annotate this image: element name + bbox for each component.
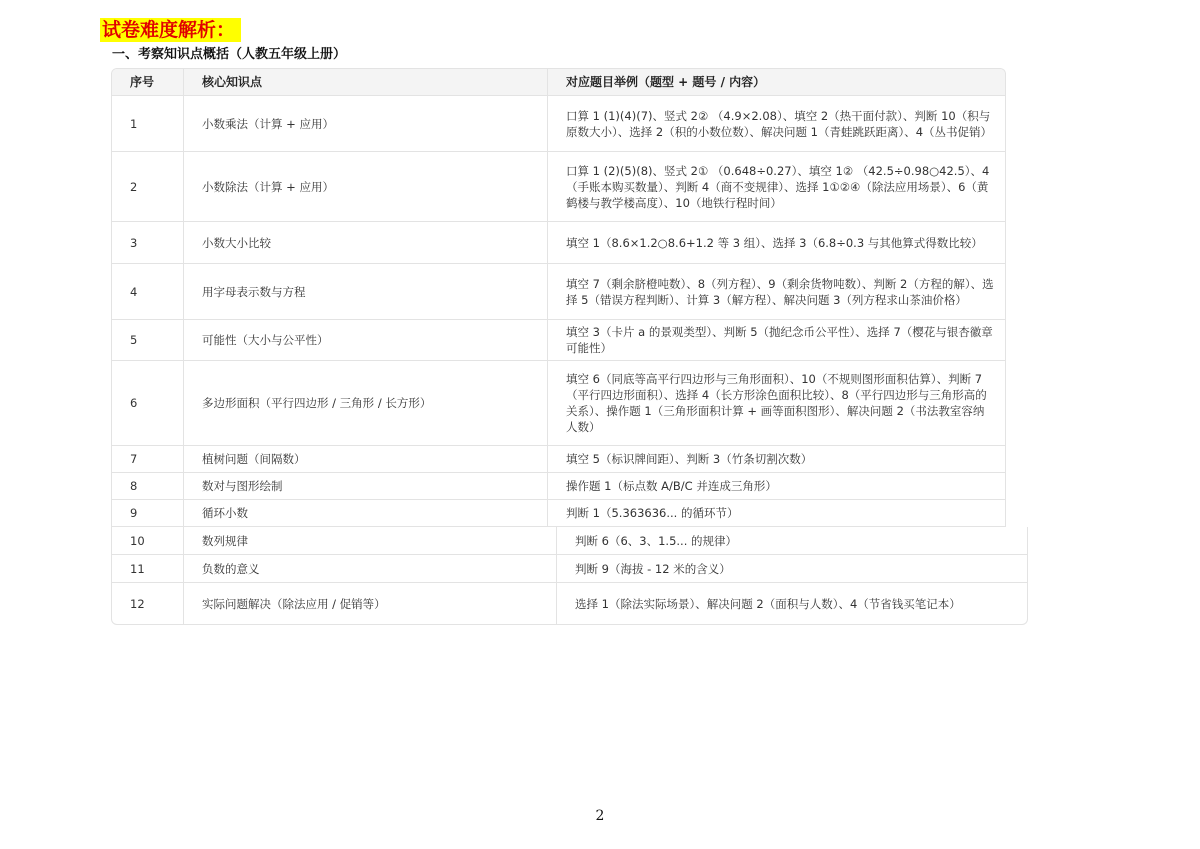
row-knowledge-point: 实际问题解决（除法应用 / 促销等） bbox=[184, 583, 557, 624]
row-index: 1 bbox=[112, 96, 184, 152]
row-index: 11 bbox=[112, 555, 184, 583]
table-row bbox=[112, 500, 1005, 527]
table-row bbox=[112, 555, 1027, 583]
row-example-questions: 判断 6（6、3、1.5... 的规律） bbox=[557, 527, 1027, 555]
row-knowledge-point: 用字母表示数与方程 bbox=[184, 264, 548, 320]
table-row bbox=[112, 320, 1005, 361]
row-index: 3 bbox=[112, 222, 184, 264]
table-row bbox=[112, 583, 1027, 624]
row-knowledge-point: 可能性（大小与公平性） bbox=[184, 320, 548, 361]
document-title: 试卷难度解析： bbox=[100, 18, 241, 42]
row-index: 8 bbox=[112, 473, 184, 500]
header-index: 序号 bbox=[112, 69, 184, 96]
row-example-questions: 操作题 1（标点数 A/B/C 并连成三角形） bbox=[548, 473, 1005, 500]
table-row bbox=[112, 473, 1005, 500]
row-index: 2 bbox=[112, 152, 184, 222]
table-row bbox=[112, 152, 1005, 222]
row-example-questions: 填空 1（8.6×1.2○8.6+1.2 等 3 组）、选择 3（6.8÷0.3 与其他算式得数比较） bbox=[548, 222, 1005, 264]
row-index: 12 bbox=[112, 583, 184, 624]
section-title: 一、考察知识点概括（人教五年级上册） bbox=[112, 47, 347, 62]
row-index: 6 bbox=[112, 361, 184, 446]
knowledge-table-bottom bbox=[111, 527, 1028, 625]
row-example-questions: 填空 6（同底等高平行四边形与三角形面积）、10（不规则图形面积估算）、判断 7（平行四边形面积）、选择 4（长方形涂色面积比较）、8（平行四边形与三角形高的关系）、操作题 1（三角形面积计算 + 画等面积图形）、解决问题 2（书法教室容纳人数） bbox=[548, 361, 1005, 446]
row-knowledge-point: 植树问题（间隔数） bbox=[184, 446, 548, 473]
row-example-questions: 选择 1（除法实际场景）、解决问题 2（面积与人数）、4（节省钱买笔记本） bbox=[575, 596, 961, 611]
row-knowledge-point: 数对与图形绘制 bbox=[184, 473, 548, 500]
row-knowledge-point: 循环小数 bbox=[184, 500, 548, 527]
header-example-questions: 对应题目举例（题型 + 题号 / 内容） bbox=[548, 69, 1005, 96]
row-example-questions: 填空 3（卡片 a 的景观类型）、判断 5（抛纪念币公平性）、选择 7（樱花与银杏徽章可能性） bbox=[548, 320, 1005, 361]
row-example-questions: 口算 1 (1)(4)(7)、竖式 2② （4.9×2.08）、填空 2（热干面付款）、判断 10（积与原数大小）、选择 2（积的小数位数）、解决问题 1（青蛙跳跃距离）、4（丛书促销） bbox=[548, 96, 1005, 152]
row-example-questions: 判断 1（5.363636... 的循环节） bbox=[548, 500, 1005, 527]
row-example-questions: 填空 5（标识牌间距）、判断 3（竹条切割次数） bbox=[548, 446, 1005, 473]
table-header-row bbox=[112, 69, 1005, 96]
row-knowledge-point: 负数的意义 bbox=[184, 555, 557, 583]
row-index: 10 bbox=[112, 527, 184, 555]
row-index: 5 bbox=[112, 320, 184, 361]
row-knowledge-point: 小数大小比较 bbox=[184, 222, 548, 264]
table-row bbox=[112, 96, 1005, 152]
page-number: 2 bbox=[595, 808, 605, 824]
row-example-questions: 口算 1 (2)(5)(8)、竖式 2① （0.648÷0.27）、填空 1② （42.5÷0.98○42.5）、4（手账本购买数量）、判断 4（商不变规律）、选择 1①②④（除法应用场景）、6（黄鹤楼与教学楼高度）、10（地铁行程时间） bbox=[548, 152, 1005, 222]
table-row bbox=[112, 264, 1005, 320]
header-knowledge-point: 核心知识点 bbox=[184, 69, 548, 96]
table-row bbox=[112, 527, 1027, 555]
table-row bbox=[112, 446, 1005, 473]
table-row bbox=[112, 361, 1005, 446]
row-example-questions: 判断 9（海拔 - 12 米的含义） bbox=[557, 555, 1027, 583]
row-index: 7 bbox=[112, 446, 184, 473]
knowledge-table-top bbox=[111, 68, 1006, 527]
row-index: 9 bbox=[112, 500, 184, 527]
row-knowledge-point: 小数乘法（计算 + 应用） bbox=[184, 96, 548, 152]
row-knowledge-point: 多边形面积（平行四边形 / 三角形 / 长方形） bbox=[184, 361, 548, 446]
row-knowledge-point: 小数除法（计算 + 应用） bbox=[184, 152, 548, 222]
row-example-questions: 填空 7（剩余脐橙吨数）、8（列方程）、9（剩余货物吨数）、判断 2（方程的解）、选择 5（错误方程判断）、计算 3（解方程）、解决问题 3（列方程求山茶油价格） bbox=[548, 264, 1005, 320]
row-index: 4 bbox=[112, 264, 184, 320]
table-row bbox=[112, 222, 1005, 264]
row-knowledge-point: 数列规律 bbox=[184, 527, 557, 555]
